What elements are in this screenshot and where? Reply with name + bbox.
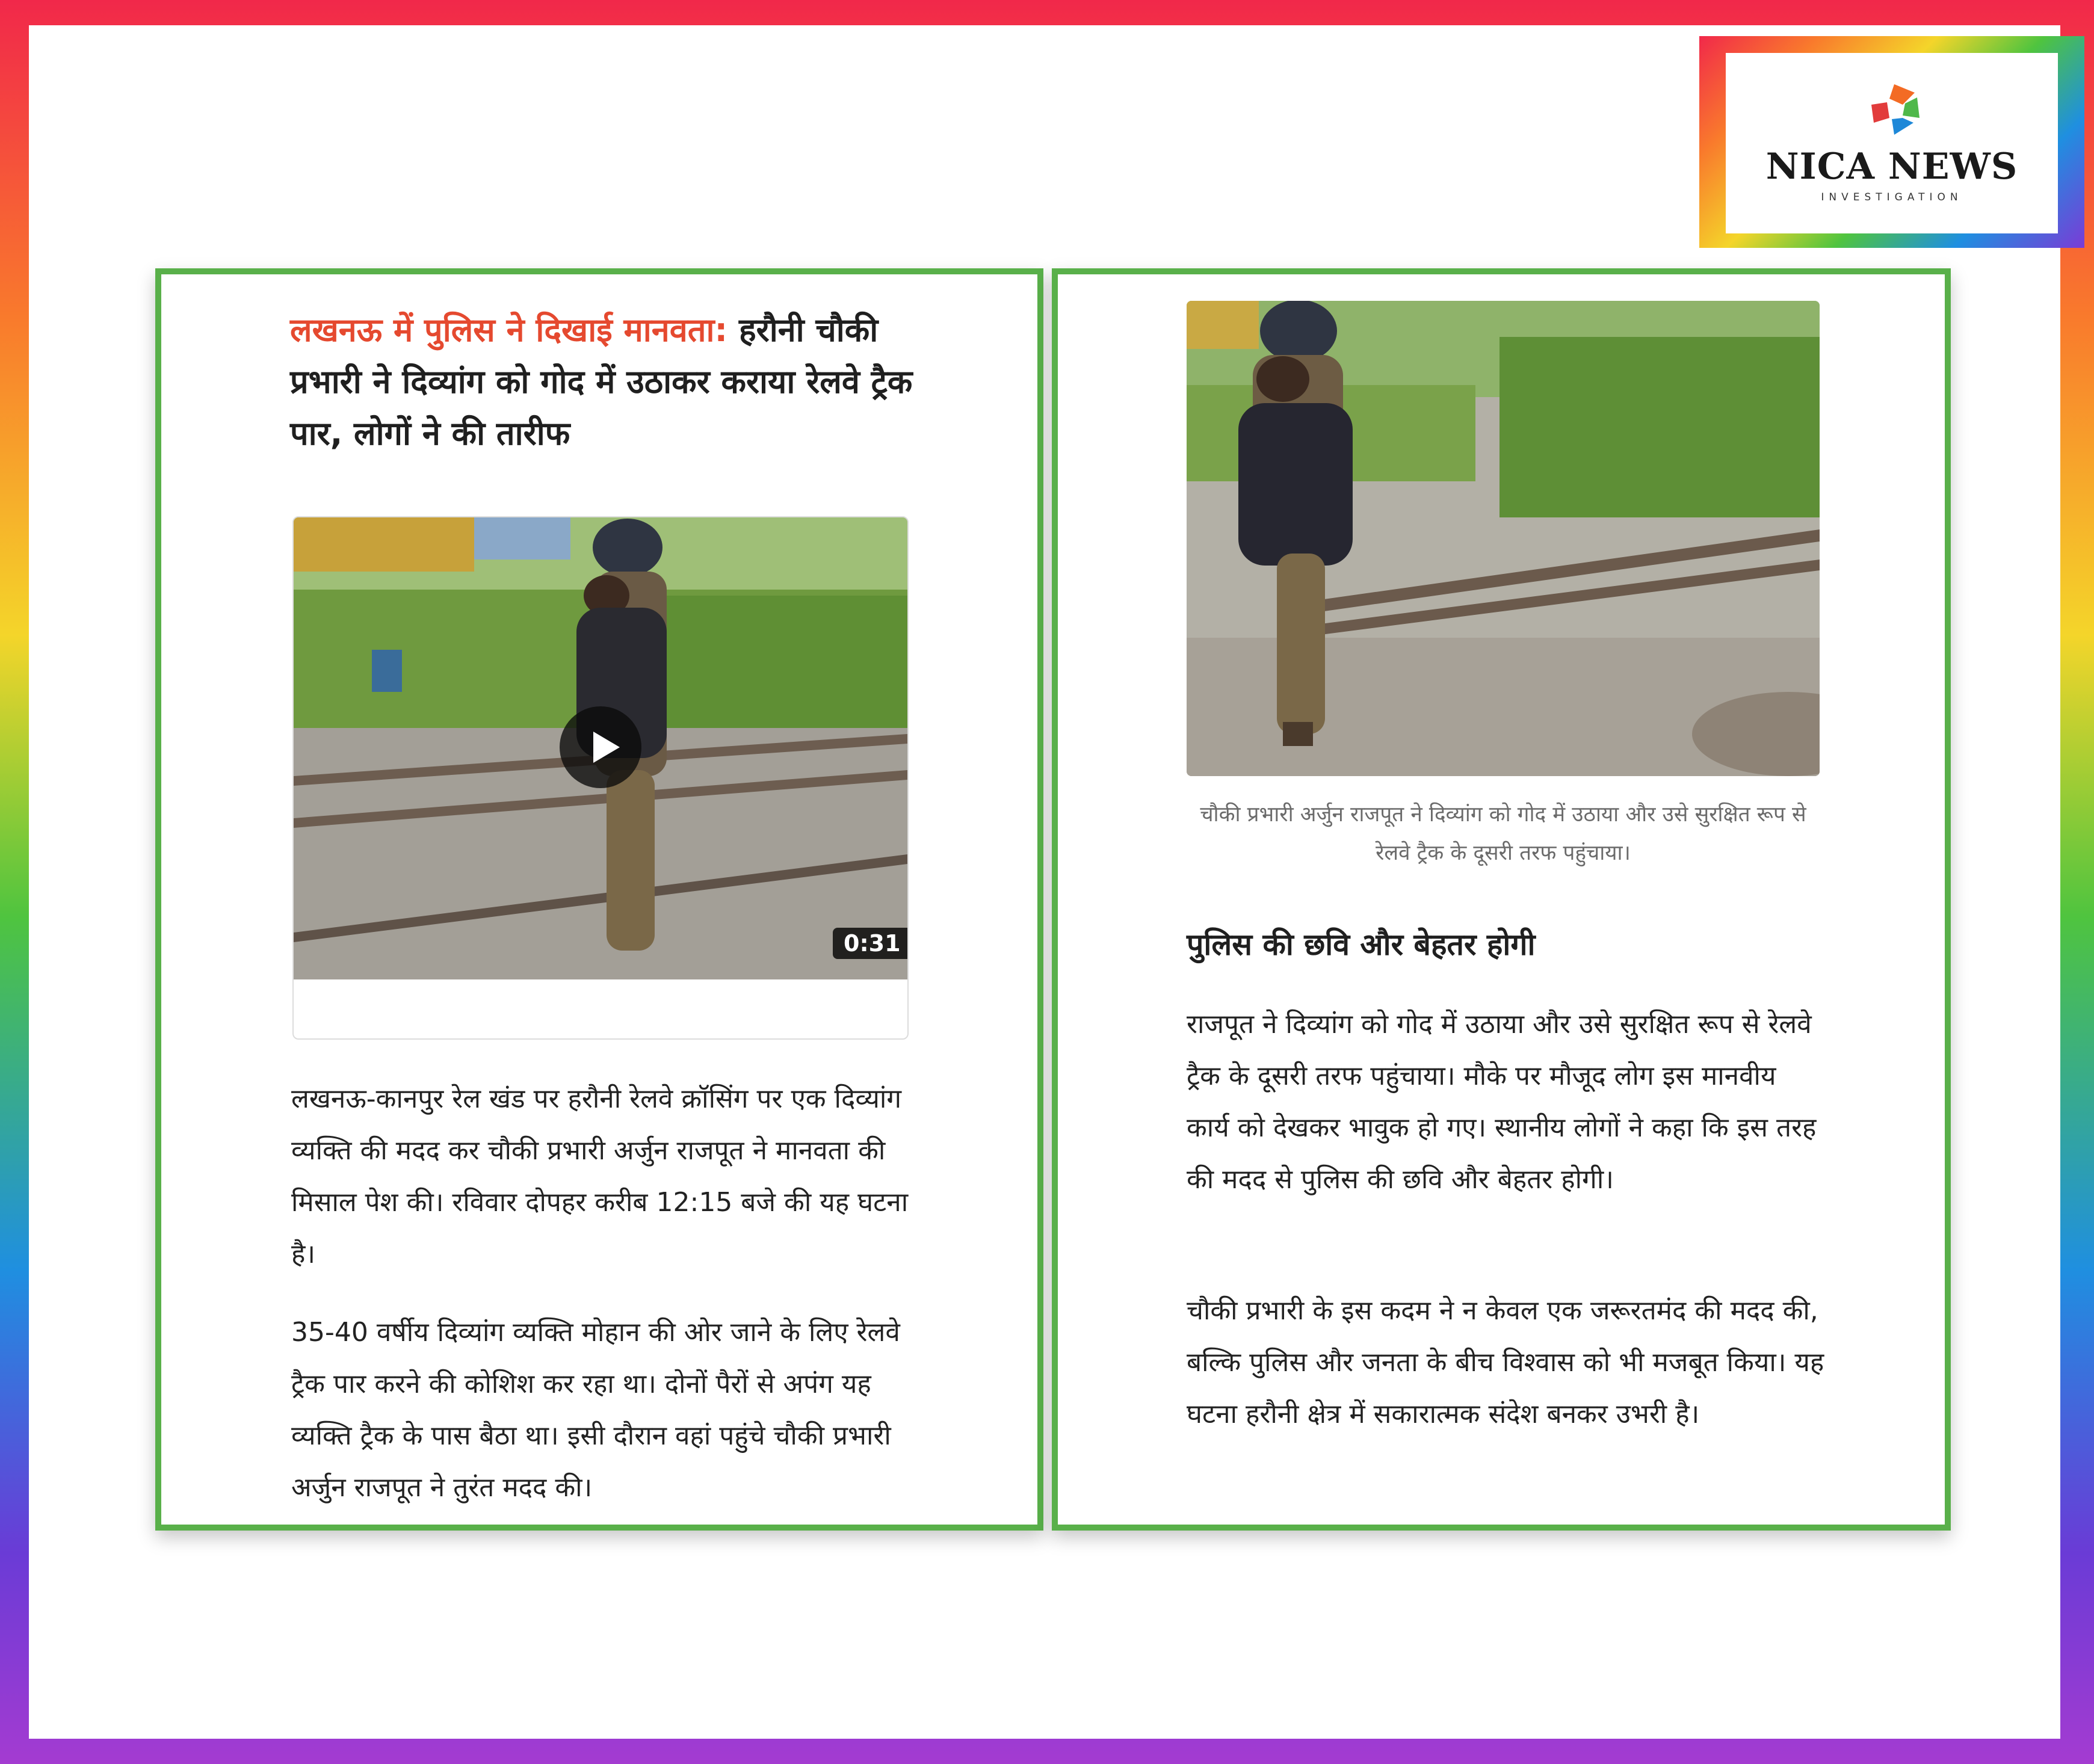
brand-name: NICA NEWS (1765, 146, 2018, 188)
headline-text: हरौनी चौकी प्रभारी ने दिव्यांग को गोद में उठाकर कराया रेलवे ट्रैक पार, लोगों ने की तारीफ (290, 311, 913, 452)
nica-news-logo-icon (1865, 81, 1923, 138)
article-paragraph-2: 35-40 वर्षीय दिव्यांग व्यक्ति मोहान की ओर जाने के लिए रेलवे ट्रैक पार करने की कोशिश कर रहा था। दोनों पैरों से अपंग यह व्यक्ति ट्रैक के पास बैठा था। इसी दौरान वहां पहुंचे चौकी प्रभारी अर्जुन राजपूत ने तुरंत मदद की। (291, 1317, 900, 1503)
article-panel-left (155, 268, 1043, 1531)
brand-logo-frame (1699, 36, 2084, 248)
video-player[interactable] (292, 516, 909, 1040)
video-duration: 0:31 (833, 928, 909, 959)
article-paragraph-4: चौकी प्रभारी के इस कदम ने न केवल एक जरूरतमंद की मदद की, बल्कि पुलिस और जनता के बीच विश्वास को भी मजबूत किया। यह घटना हरौनी क्षेत्र में सकारात्मक संदेश बनकर उभरी है। (1187, 1295, 1824, 1429)
section-subheading: पुलिस की छवि और बेहतर होगी (1187, 927, 1536, 962)
brand-logo (1726, 53, 2058, 233)
article-headline (290, 304, 916, 460)
play-button[interactable] (560, 706, 641, 788)
article-paragraph-3: राजपूत ने दिव्यांग को गोद में उठाया और उसे सुरक्षित रूप से रेलवे ट्रैक के दूसरी तरफ पहुंचाया। मौके पर मौजूद लोग इस मानवीय कार्य को देखकर भावुक हो गए। स्थानीय लोगों ने कहा कि इस तरह की मदद से पुलिस की छवि और बेहतर होगी। (1187, 1009, 1817, 1195)
photo-caption: चौकी प्रभारी अर्जुन राजपूत ने दिव्यांग को गोद में उठाया और उसे सुरक्षित रूप से रेलवे ट्रैक के दूसरी तरफ पहुंचाया। (1200, 803, 1806, 865)
article-paragraph-1: लखनऊ-कानपुर रेल खंड पर हरौनी रेलवे क्रॉसिंग पर एक दिव्यांग व्यक्ति की मदद कर चौकी प्रभारी अर्जुन राजपूत ने मानवता की मिसाल पेश की। रविवार दोपहर करीब 12:15 बजे की यह घटना है। (291, 1084, 909, 1269)
article-panel-right (1052, 268, 1951, 1531)
brand-tagline: INVESTIGATION (1821, 191, 1963, 203)
photo-image (1187, 301, 1820, 776)
article-photo (1187, 301, 1820, 776)
headline-kicker: लखनऊ में पुलिस ने दिखाई मानवता: (290, 311, 728, 349)
